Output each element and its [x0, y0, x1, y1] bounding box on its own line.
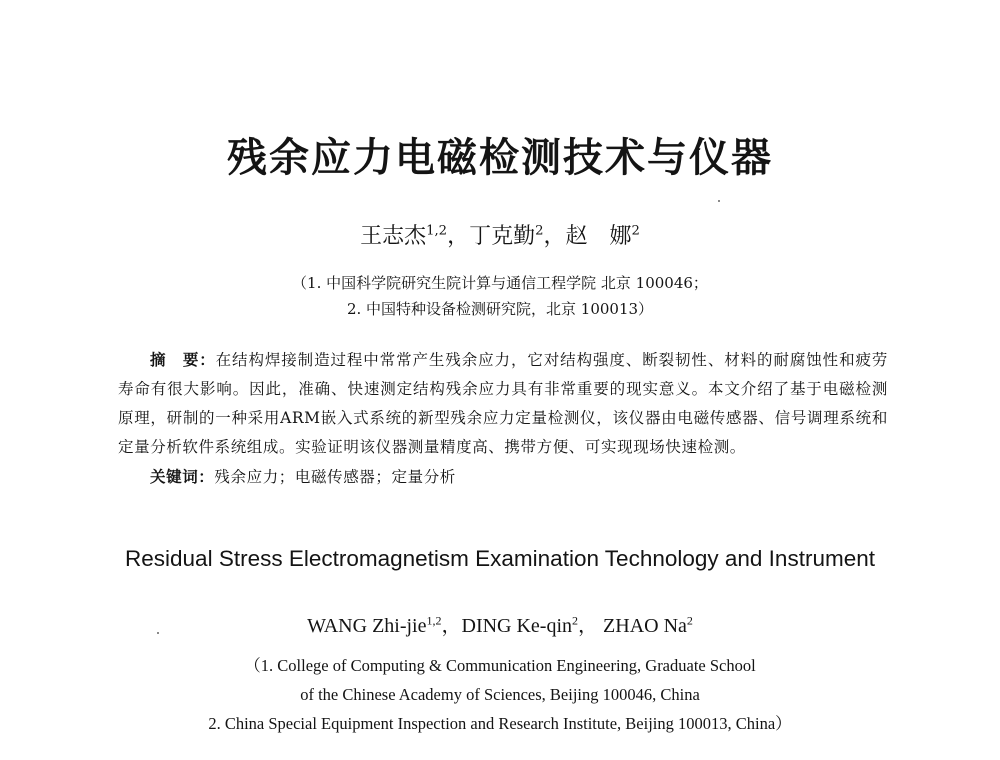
- abstract-label: 摘 要：: [150, 351, 216, 369]
- author-cn-1: 王志杰: [360, 224, 427, 249]
- author-cn-3: 赵 娜: [565, 224, 632, 249]
- scan-speck: [718, 200, 720, 202]
- author-cn-sep-1: ，: [447, 224, 470, 249]
- author-cn-1-affil: 1,2: [426, 223, 448, 239]
- author-cn-2-affil: 2: [535, 223, 544, 239]
- author-en-sep-2: ，: [578, 615, 604, 637]
- affiliation-en-2: of the Chinese Academy of Sciences, Beijing 100046, China: [300, 685, 700, 704]
- affiliation-en-1: （1. College of Computing & Communication Engineering, Graduate School: [244, 656, 756, 675]
- author-en-3: ZHAO Na: [603, 615, 687, 637]
- author-en-2: DING Ke-qin: [461, 615, 573, 637]
- author-en-sep-1: ，: [441, 615, 462, 637]
- affiliation-cn-2: 2. 中国特种设备检测研究院，北京 100013）: [346, 300, 654, 318]
- keywords-label: 关键词：: [150, 468, 215, 486]
- abstract-cn: [118, 346, 888, 462]
- author-en-2-affil: 2: [572, 613, 579, 628]
- authors-english: [0, 612, 1000, 640]
- author-en-3-affil: 2: [686, 613, 693, 628]
- author-en-1-affil: 1,2: [426, 613, 442, 628]
- title-chinese: 残余应力电磁检测技术与仪器: [227, 135, 773, 181]
- title-english: Residual Stress Electromagnetism Examination Technology and Instrument: [125, 546, 875, 571]
- keywords-text: 残余应力；电磁传感器；定量分析: [214, 468, 456, 486]
- abstract-text: 在结构焊接制造过程中常常产生残余应力，它对结构强度、断裂韧性、材料的耐腐蚀性和疲劳寿命有很大影响。因此，准确、快速测定结构残余应力具有非常重要的现实意义。本文介绍了基于电磁检测原理，研制的一种采用ARM嵌入式系统的新型残余应力定量检测仪，该仪器由电磁传感器、信号调理系统和定量分析软件系统组成。实验证明该仪器测量精度高、携带方便、可实现现场快速检测。: [118, 351, 889, 456]
- author-en-1: WANG Zhi-jie: [307, 615, 427, 637]
- affiliation-en-3: 2. China Special Equipment Inspection and Research Institute, Beijing 100013, China）: [208, 714, 792, 733]
- author-cn-2: 丁克勤: [469, 224, 536, 249]
- keywords-cn: [150, 463, 456, 492]
- author-cn-sep-2: ，: [543, 224, 566, 249]
- authors-chinese: [0, 222, 1000, 252]
- author-cn-3-affil: 2: [631, 223, 640, 239]
- affiliation-cn-1: （1. 中国科学院研究生院计算与通信工程学院 北京 100046；: [292, 274, 708, 292]
- scan-speck: [157, 632, 159, 634]
